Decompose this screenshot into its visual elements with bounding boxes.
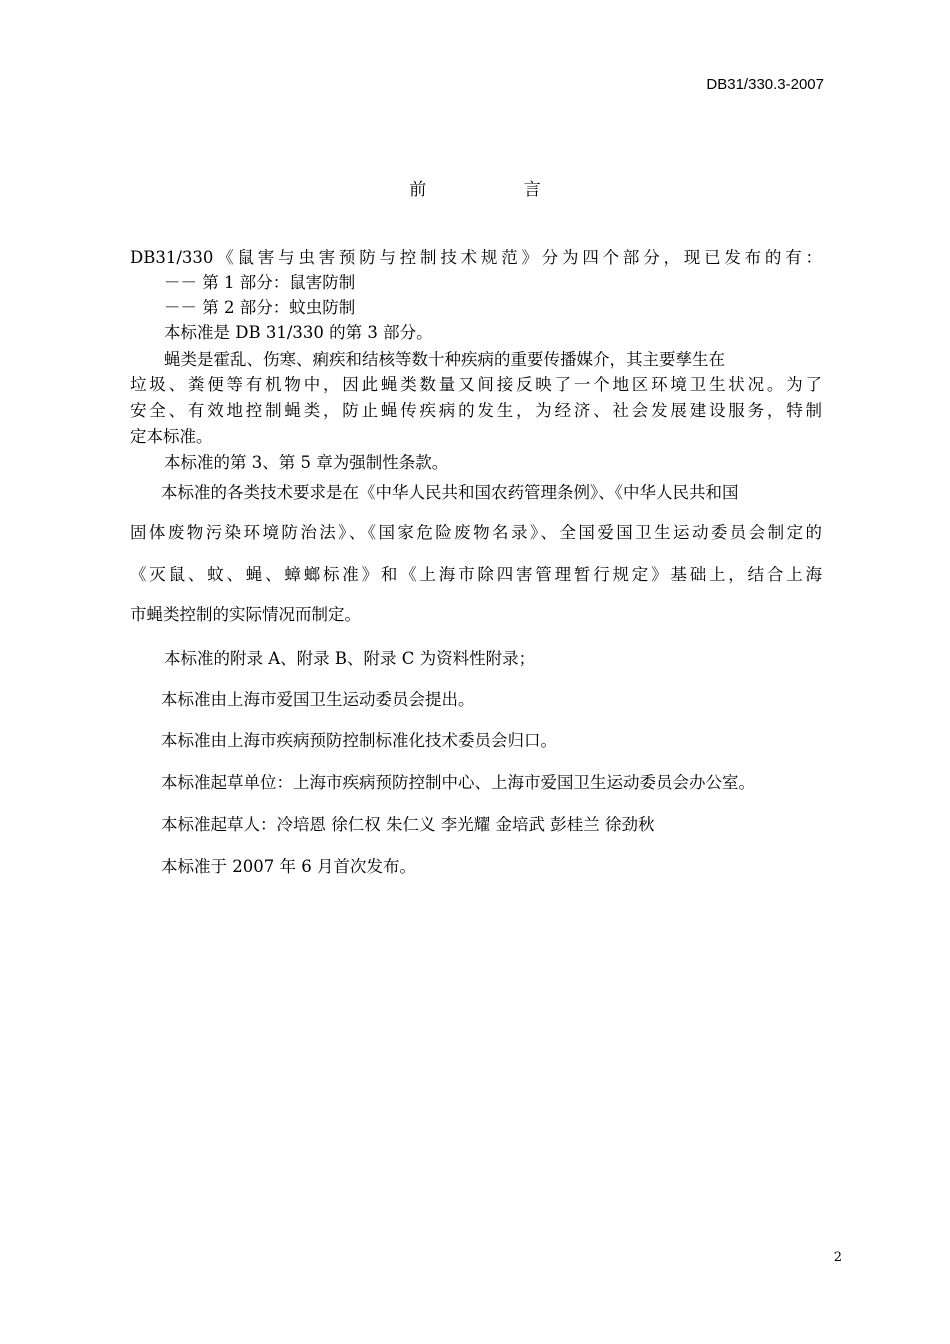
issued-statement: 本标准于 2007 年 6 月首次发布。 bbox=[161, 857, 416, 876]
document-code: DB31/330.3-2007 bbox=[706, 76, 824, 93]
part-list-item: －－ 第 2 部分：蚊虫防制 bbox=[164, 298, 356, 317]
flies-paragraph-line: 蝇类是霍乱、伤寒、痢疾和结核等数十种疾病的重要传播媒介，其主要孳生在 bbox=[164, 350, 725, 369]
intro-paragraph-line: DB31/330《鼠害与虫害预防与控制技术规范》分为四个部分，现已发布的有： bbox=[130, 248, 822, 267]
flies-paragraph-line: 垃圾、粪便等有机物中，因此蝇类数量又间接反映了一个地区环境卫生状况。为了 bbox=[130, 375, 822, 394]
basis-paragraph-line: 市蝇类控制的实际情况而制定。 bbox=[130, 605, 361, 624]
drafters-statement: 本标准起草人：冷培恩 徐仁权 朱仁义 李光耀 金培武 彭桂兰 徐劲秋 bbox=[161, 815, 655, 834]
drafting-units-statement: 本标准起草单位：上海市疾病预防控制中心、上海市爱国卫生运动委员会办公室。 bbox=[161, 773, 755, 792]
basis-paragraph-line: 固体废物污染环境防治法》、《国家危险废物名录》、全国爱国卫生运动委员会制定的 bbox=[130, 523, 822, 542]
basis-paragraph-line: 本标准的各类技术要求是在《中华人民共和国农药管理条例》、《中华人民共和国 bbox=[161, 483, 739, 502]
part-list-item: －－ 第 1 部分：鼠害防制 bbox=[164, 273, 356, 292]
mandatory-clause: 本标准的第 3、第 5 章为强制性条款。 bbox=[164, 453, 449, 472]
this-part-statement: 本标准是 DB 31/330 的第 3 部分。 bbox=[164, 323, 433, 342]
basis-paragraph-line: 《灭鼠、蚊、蝇、蟑螂标准》和《上海市除四害管理暂行规定》基础上，结合上海 bbox=[130, 565, 822, 584]
flies-paragraph-line: 定本标准。 bbox=[130, 427, 213, 446]
flies-paragraph-line: 安全、有效地控制蝇类，防止蝇传疾病的发生，为经济、社会发展建设服务，特制 bbox=[130, 401, 822, 420]
appendix-statement: 本标准的附录 A、附录 B、附录 C 为资料性附录； bbox=[164, 649, 536, 668]
page-title: 前 言 bbox=[409, 180, 587, 200]
proposed-by-statement: 本标准由上海市爱国卫生运动委员会提出。 bbox=[161, 690, 475, 709]
managed-by-statement: 本标准由上海市疾病预防控制标准化技术委员会归口。 bbox=[161, 731, 557, 750]
page-number: 2 bbox=[833, 1250, 842, 1265]
